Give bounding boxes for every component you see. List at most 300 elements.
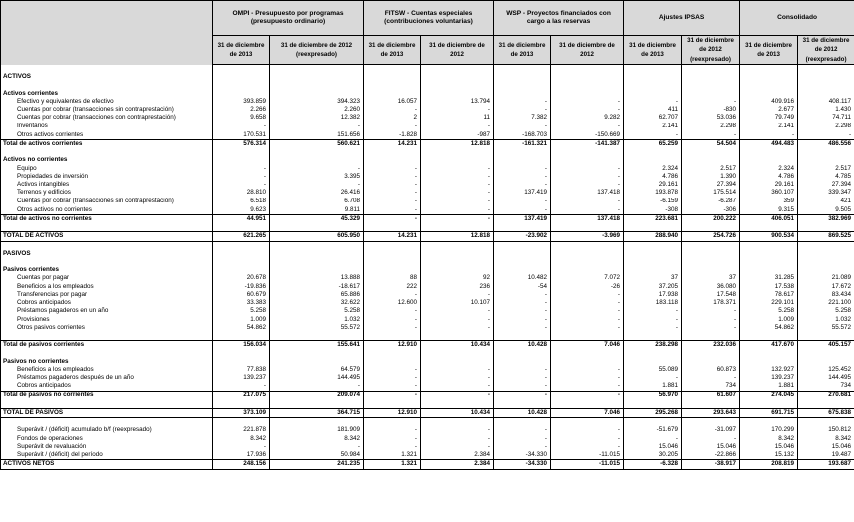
value-cell (624, 332, 682, 341)
value-cell: - (551, 165, 624, 173)
row-label: Fondos de operaciones (1, 435, 213, 443)
row-label (1, 400, 213, 409)
value-cell: - (213, 173, 270, 181)
value-cell (551, 332, 624, 341)
value-cell: - (364, 291, 421, 299)
value-cell: -51.679 (624, 426, 682, 434)
value-cell (551, 400, 624, 409)
row-label: Superávit / (déficit) del período (1, 451, 213, 460)
value-cell: 10.428 (494, 408, 551, 417)
value-cell: - (364, 106, 421, 114)
row-label (1, 418, 213, 427)
header-period: 31 de diciembre de 2013 (740, 36, 798, 65)
value-cell: - (624, 307, 682, 315)
value-cell (682, 332, 740, 341)
line-item-row (1, 206, 854, 215)
value-cell: - (421, 366, 494, 374)
row-label: Superávit / (déficit) acumulado b/f (reexpresado) (1, 426, 213, 434)
value-cell: 10.434 (421, 341, 494, 350)
value-cell (494, 241, 551, 250)
value-cell: - (494, 316, 551, 324)
row-label: Pasivos no corrientes (1, 358, 213, 366)
value-cell (740, 332, 798, 341)
value-cell: 364.715 (270, 408, 364, 417)
value-cell: - (494, 374, 551, 382)
value-cell: 20.678 (213, 274, 270, 282)
value-cell: 248.156 (213, 460, 270, 469)
value-cell: 4.786 (740, 173, 798, 181)
value-cell (213, 81, 270, 89)
value-cell: - (551, 382, 624, 391)
line-item-row (1, 426, 854, 434)
row-label: Total de activos corrientes (1, 139, 213, 148)
value-cell: 12.910 (364, 341, 421, 350)
value-cell: - (421, 316, 494, 324)
value-cell: - (624, 98, 682, 106)
value-cell (213, 90, 270, 98)
section-heading-row (1, 358, 854, 366)
value-cell: 15.046 (740, 443, 798, 451)
value-cell: 10.107 (421, 299, 494, 307)
value-cell: 33.383 (213, 299, 270, 307)
value-cell: 62.707 (624, 114, 682, 122)
row-label: Equipo (1, 165, 213, 173)
value-cell: 221.100 (798, 299, 854, 307)
value-cell: -987 (421, 131, 494, 140)
value-cell: 5.258 (213, 307, 270, 315)
value-cell: -11.015 (551, 451, 624, 460)
value-cell (682, 258, 740, 266)
value-cell: 54.862 (740, 324, 798, 332)
value-cell: 50.984 (270, 451, 364, 460)
value-cell: - (624, 374, 682, 382)
value-cell (270, 73, 364, 81)
value-cell: 494.483 (740, 139, 798, 148)
value-cell (551, 148, 624, 156)
row-label: Activos intangibles (1, 181, 213, 189)
header-group-wsp: WSP - Proyectos financiados con cargo a las reservas (494, 1, 624, 36)
row-label (1, 349, 213, 357)
value-cell (798, 81, 854, 89)
grand-total-row (1, 232, 854, 241)
value-cell: - (421, 391, 494, 400)
value-cell: 411 (624, 106, 682, 114)
value-cell: 28.810 (213, 189, 270, 197)
header-period: 31 de diciembre de 2013 (364, 36, 421, 65)
value-cell: - (364, 366, 421, 374)
value-cell: 288.940 (624, 232, 682, 241)
value-cell: 137.418 (551, 189, 624, 197)
value-cell (421, 90, 494, 98)
value-cell: 208.819 (740, 460, 798, 469)
value-cell: 2.298 (798, 123, 854, 131)
value-cell: - (551, 98, 624, 106)
value-cell: 37.205 (624, 283, 682, 291)
value-cell: 3.395 (270, 173, 364, 181)
value-cell (798, 418, 854, 427)
value-cell: 88 (364, 274, 421, 282)
value-cell (624, 81, 682, 89)
row-label (1, 258, 213, 266)
value-cell: 417.670 (740, 341, 798, 350)
value-cell: 13.888 (270, 274, 364, 282)
row-label: Cuentas por cobrar (transacciones sin contraprestación) (1, 198, 213, 206)
value-cell (551, 73, 624, 81)
value-cell (798, 156, 854, 164)
value-cell (682, 358, 740, 366)
value-cell: -31.097 (682, 426, 740, 434)
value-cell: -306 (682, 206, 740, 215)
value-cell: - (551, 391, 624, 400)
value-cell (682, 349, 740, 357)
value-cell (494, 156, 551, 164)
header-group-ipsas: Ajustes IPSAS (624, 1, 740, 36)
value-cell: - (551, 316, 624, 324)
row-label: Otros pasivos corrientes (1, 324, 213, 332)
spacer-row (1, 81, 854, 89)
value-cell (798, 400, 854, 409)
value-cell: 486.556 (798, 139, 854, 148)
value-cell: - (364, 189, 421, 197)
value-cell (421, 223, 494, 232)
subtotal-row (1, 341, 854, 350)
value-cell (624, 349, 682, 357)
statement-body (1, 65, 854, 470)
value-cell (213, 156, 270, 164)
value-cell: 393.859 (213, 98, 270, 106)
line-item-row (1, 131, 854, 140)
row-label (1, 223, 213, 232)
value-cell (494, 418, 551, 427)
row-label: Préstamos pagaderos en un año (1, 307, 213, 315)
grand-total-row (1, 408, 854, 417)
value-cell: - (551, 206, 624, 215)
header-group-row (1, 1, 854, 36)
value-cell (270, 65, 364, 74)
value-cell: 2.298 (682, 123, 740, 131)
value-cell: - (270, 123, 364, 131)
value-cell: 139.237 (740, 374, 798, 382)
value-cell: -161.321 (494, 139, 551, 148)
value-cell: - (551, 181, 624, 189)
value-cell: 229.101 (740, 299, 798, 307)
value-cell: - (494, 98, 551, 106)
value-cell: 7.072 (551, 274, 624, 282)
line-item-row (1, 435, 854, 443)
value-cell: - (682, 316, 740, 324)
line-item-row (1, 316, 854, 324)
value-cell (624, 90, 682, 98)
spacer-row (1, 400, 854, 409)
value-cell: 29.161 (740, 181, 798, 189)
value-cell: - (364, 443, 421, 451)
value-cell (798, 90, 854, 98)
value-cell (270, 223, 364, 232)
value-cell (421, 156, 494, 164)
value-cell: - (364, 214, 421, 223)
value-cell: -168.703 (494, 131, 551, 140)
value-cell: 183.118 (624, 299, 682, 307)
value-cell: 1.881 (624, 382, 682, 391)
value-cell (213, 266, 270, 274)
value-cell (213, 73, 270, 81)
value-cell: - (494, 165, 551, 173)
value-cell (364, 156, 421, 164)
value-cell (551, 266, 624, 274)
value-cell (682, 418, 740, 427)
row-label: Cobros anticipados (1, 382, 213, 391)
value-cell: 7.046 (551, 341, 624, 350)
row-label: Inventarios (1, 123, 213, 131)
value-cell (624, 156, 682, 164)
value-cell: 200.222 (682, 214, 740, 223)
value-cell (740, 90, 798, 98)
value-cell: 55.572 (798, 324, 854, 332)
value-cell: 6.518 (213, 198, 270, 206)
value-cell (364, 148, 421, 156)
row-label: Cuentas por pagar (1, 274, 213, 282)
row-label: Total de activos no corrientes (1, 214, 213, 223)
value-cell: - (213, 443, 270, 451)
value-cell: - (364, 307, 421, 315)
row-label: Préstamos pagaderos después de un año (1, 374, 213, 382)
value-cell (364, 266, 421, 274)
value-cell: 15.046 (798, 443, 854, 451)
value-cell: 53.036 (682, 114, 740, 122)
value-cell: 181.909 (270, 426, 364, 434)
value-cell (270, 266, 364, 274)
value-cell (740, 241, 798, 250)
value-cell: - (551, 435, 624, 443)
value-cell: - (494, 382, 551, 391)
value-cell (624, 250, 682, 258)
value-cell (270, 358, 364, 366)
value-cell (364, 250, 421, 258)
value-cell: 5.258 (270, 307, 364, 315)
value-cell: 8.342 (740, 435, 798, 443)
value-cell (270, 418, 364, 427)
value-cell (494, 358, 551, 366)
row-label: Cobros anticipados (1, 299, 213, 307)
value-cell: 2.260 (270, 106, 364, 114)
spacer-row (1, 148, 854, 156)
value-cell (682, 223, 740, 232)
value-cell: 2.266 (213, 106, 270, 114)
value-cell: - (494, 291, 551, 299)
value-cell (213, 358, 270, 366)
value-cell: 7.046 (551, 408, 624, 417)
value-cell: 9.282 (551, 114, 624, 122)
value-cell: 2.324 (740, 165, 798, 173)
value-cell: - (364, 391, 421, 400)
value-cell (494, 65, 551, 74)
value-cell (740, 250, 798, 258)
value-cell (494, 400, 551, 409)
row-label: Total de pasivos no corrientes (1, 391, 213, 400)
line-item-row (1, 291, 854, 299)
value-cell: 156.034 (213, 341, 270, 350)
value-cell: 16.057 (364, 98, 421, 106)
value-cell: -54 (494, 283, 551, 291)
value-cell (364, 90, 421, 98)
value-cell (270, 250, 364, 258)
value-cell (798, 258, 854, 266)
value-cell: 4.786 (624, 173, 682, 181)
value-cell (494, 90, 551, 98)
value-cell: - (364, 435, 421, 443)
value-cell: 77.838 (213, 366, 270, 374)
value-cell: 137.419 (494, 214, 551, 223)
value-cell (624, 73, 682, 81)
value-cell: - (551, 106, 624, 114)
value-cell: -6.159 (624, 198, 682, 206)
value-cell: 232.036 (682, 341, 740, 350)
header-period: 31 de diciembre de 2012 (551, 36, 624, 65)
spacer-row (1, 241, 854, 250)
value-cell: 8.342 (270, 435, 364, 443)
value-cell (551, 90, 624, 98)
value-cell: 2.517 (682, 165, 740, 173)
row-label (1, 148, 213, 156)
row-label: PASIVOS (1, 250, 213, 258)
row-label: Transferencias por pagar (1, 291, 213, 299)
row-label: Superávit de revaluación (1, 443, 213, 451)
value-cell: - (364, 165, 421, 173)
line-item-row (1, 324, 854, 332)
value-cell (740, 358, 798, 366)
value-cell (421, 332, 494, 341)
row-label: ACTIVOS (1, 73, 213, 81)
value-cell: 900.534 (740, 232, 798, 241)
value-cell: 151.656 (270, 131, 364, 140)
value-cell (624, 418, 682, 427)
value-cell: - (270, 382, 364, 391)
value-cell: - (270, 181, 364, 189)
value-cell: 79.749 (740, 114, 798, 122)
value-cell: 17.538 (740, 283, 798, 291)
value-cell (740, 81, 798, 89)
row-label: TOTAL DE ACTIVOS (1, 232, 213, 241)
value-cell (270, 90, 364, 98)
value-cell (624, 400, 682, 409)
spacer-row (1, 258, 854, 266)
value-cell: -26 (551, 283, 624, 291)
value-cell (551, 241, 624, 250)
value-cell (551, 81, 624, 89)
value-cell: 92 (421, 274, 494, 282)
value-cell: 293.643 (682, 408, 740, 417)
value-cell: 56.970 (624, 391, 682, 400)
header-period: 31 de diciembre de 2012 (reexpresado) (682, 36, 740, 65)
value-cell: 17.936 (213, 451, 270, 460)
value-cell: 236 (421, 283, 494, 291)
value-cell: - (682, 374, 740, 382)
value-cell (421, 65, 494, 74)
row-label: Otros activos corrientes (1, 131, 213, 140)
row-label: Propiedades de inversión (1, 173, 213, 181)
value-cell: -3.969 (551, 232, 624, 241)
value-cell: 605.950 (270, 232, 364, 241)
value-cell: 5.258 (740, 307, 798, 315)
row-label: Cuentas por cobrar (transacciones con contraprestación) (1, 114, 213, 122)
value-cell: 238.298 (624, 341, 682, 350)
section-heading-row (1, 266, 854, 274)
value-cell (682, 400, 740, 409)
value-cell: - (364, 382, 421, 391)
value-cell: - (551, 123, 624, 131)
value-cell: 406.051 (740, 214, 798, 223)
value-cell: - (682, 435, 740, 443)
value-cell: - (364, 426, 421, 434)
value-cell (494, 258, 551, 266)
value-cell: 408.117 (798, 98, 854, 106)
value-cell: 621.265 (213, 232, 270, 241)
value-cell: 37 (682, 274, 740, 282)
value-cell: - (551, 443, 624, 451)
line-item-row (1, 98, 854, 106)
value-cell (364, 349, 421, 357)
value-cell: - (421, 374, 494, 382)
value-cell: 132.927 (740, 366, 798, 374)
header-period: 31 de diciembre de 2013 (624, 36, 682, 65)
subtotal-row (1, 391, 854, 400)
value-cell (798, 223, 854, 232)
value-cell: 2.677 (740, 106, 798, 114)
value-cell (270, 81, 364, 89)
line-item-row (1, 299, 854, 307)
value-cell: - (213, 123, 270, 131)
value-cell (421, 349, 494, 357)
value-cell: 2 (364, 114, 421, 122)
value-cell (364, 241, 421, 250)
value-cell: -830 (682, 106, 740, 114)
value-cell (798, 73, 854, 81)
value-cell: 65.259 (624, 139, 682, 148)
value-cell (364, 65, 421, 74)
value-cell: - (421, 435, 494, 443)
value-cell: 14.231 (364, 139, 421, 148)
value-cell: - (551, 291, 624, 299)
value-cell (740, 258, 798, 266)
value-cell: 29.161 (624, 181, 682, 189)
value-cell: - (364, 324, 421, 332)
value-cell: 55.572 (270, 324, 364, 332)
value-cell: 32.622 (270, 299, 364, 307)
value-cell: - (421, 291, 494, 299)
spacer-row (1, 223, 854, 232)
spacer-row (1, 418, 854, 427)
row-label: Otros activos no corrientes (1, 206, 213, 215)
value-cell: - (421, 214, 494, 223)
value-cell: 15.046 (682, 443, 740, 451)
value-cell: 11 (421, 114, 494, 122)
value-cell (421, 148, 494, 156)
value-cell: 15.132 (740, 451, 798, 460)
value-cell: 54.862 (213, 324, 270, 332)
value-cell (421, 73, 494, 81)
value-cell: 27.394 (682, 181, 740, 189)
line-item-row (1, 274, 854, 282)
value-cell: 30.205 (624, 451, 682, 460)
value-cell: - (551, 173, 624, 181)
value-cell: 17.938 (624, 291, 682, 299)
value-cell: 734 (682, 382, 740, 391)
value-cell: 10.428 (494, 341, 551, 350)
value-cell: - (494, 106, 551, 114)
value-cell: 2.517 (798, 165, 854, 173)
value-cell (364, 418, 421, 427)
value-cell: 2.324 (624, 165, 682, 173)
